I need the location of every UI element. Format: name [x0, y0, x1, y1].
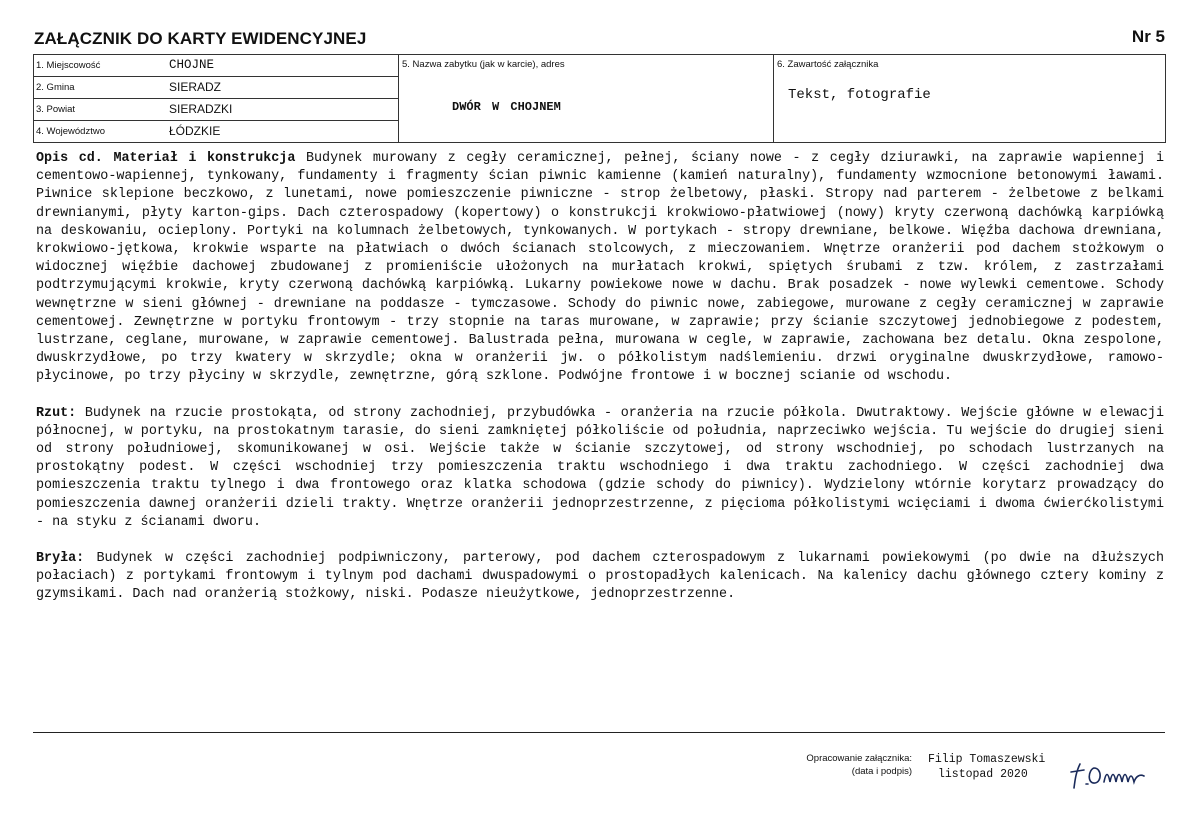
- description-body: [36, 150, 1164, 605]
- powiat-cell: [34, 99, 399, 121]
- material-text: Budynek murowany z cegły ceramicznej, pełnej, ściany nowe - z cegły dziurawki, na zaprawie wapiennej i cementowo-wapiennej, tynkowany, fundamenty i fragmenty ścian piwnic kamienne (kamień naturalny), fundamenty wzmocnione betonowymi ławami. Piwnice sklepione beczkowo, z lunetami, nowe pomieszczenie piwniczne - strop żelbetowy, płaski. Stropy nad parterem - żelbetowe z belkami drewnianymi, płyty karton-gips. Dach czterospadowy (kopertowy) o konstrukcji krokwiowo-płatwiowej (nowy) kryty czerwoną dachówką karpiówką na deskowaniu, ocieplony. Portyki na kolumnach żelbetowych, tynkowanych. W portykach - stropy drewniane, belkowe. Więźba dachowa drewniana, krokwiowo-jętkowa, krokwie wsparte na płatwiach o dwóch ścianach stolcowych, z mieczowaniem. Wnętrze oranżerii pod dachem stożkowym o widocznej więźbie dachowej zbudowanej z promieniście ułożonych na murłatach krokwi, spiętych śrubami z tzw. królem, z zastrzałami podtrzymującymi krokwie, kryty czerwoną dachówką karpiówką. Lukarny powiekowe nowe w dachu. Brak posadzek - nowe wylewki cementowe. Schody wewnętrzne w sieni głównej - drewniane na poddasze - tymczasowe. Schody do piwnic nowe, zabiegowe, murowane z cegły ceramicznej w zaprawie cementowej. Zewnętrzne w portyku frontowym - trzy stopnie na taras murowane, w zaprawie; przy ścianie szczytowej jednobiegowe z podestem, lustrzane, ceglane, murowane, w zaprawie cementowej. Balustrada pełna, murowana w cegle, w zaprawie, zachowana bez detalu. Okna zespolone, dwuskrzydłowe, po trzy kwatery w skrzydle; okna w oranżerii jw. o półkolistym nadślemieniu. drzwi oryginalne dwuskrzydłowe, ramowo-płycinowe, po trzy płyciny w skrzydle, zewnętrzne, górą szklone. Podwójne frontowe i w bocznej scianie od wschodu.: [36, 151, 1165, 385]
- footer-label-line1: Opracowanie załącznika:: [806, 753, 912, 764]
- bottom-divider: [33, 732, 1165, 733]
- rzut-text: Budynek na rzucie prostokąta, od strony zachodniej, przybudówka - oranżeria na rzucie półkola. Dwutraktowy. Wejście główne w elewacji północnej, w portyku, na prostokatnym tarasie, do sieni zamkniętej półkoliście od południa, naprzeciwko wejścia. Tu wejście do drugiej sieni od strony południowej, skomunikowanej w osi. Wejście także w ścianie szczytowej, od strony wschodniej, po schodach lustrzanych na prostokątny podest. W części wschodniej trzy pomieszczenia traktu wschodniego i dwa traktu zachodniego. W części zachodniej dwa pomieszczenia traktu tylnego i dwa frontowego oraz klatka schodowa (gdzie schody do piwnicy). Wydzielony wtórnie korytarz prowadzący do pomieszczenia dawnej oranżerii dzieli trakty. Wnętrze oranżerii jednoprzestrzenne, z pięcioma półkolistymi wcięciami i dwoma ćwierćkolistymi - na styku z ścianami dworu.: [36, 405, 1164, 530]
- zawartosc-value: Tekst, fotografie: [788, 87, 931, 103]
- powiat-label: 3. Powiat: [36, 104, 76, 115]
- footer-author-block: [928, 752, 1045, 782]
- material-paragraph: [36, 150, 1164, 387]
- gmina-cell: [34, 77, 399, 99]
- powiat-value: SIERADZKI: [169, 102, 233, 116]
- footer-label: [750, 752, 912, 778]
- miejscowosc-value: CHOJNE: [169, 58, 215, 72]
- attachment-number: Nr 5: [1131, 27, 1165, 46]
- miejscowosc-cell: [34, 55, 399, 77]
- footer-label-line2: (data i podpis): [851, 766, 912, 777]
- bryla-heading: Bryła:: [36, 551, 85, 567]
- header-table: [33, 54, 1166, 143]
- document-title: ZAŁĄCZNIK DO KARTY EWIDENCYJNEJ: [34, 29, 367, 48]
- bryla-paragraph: [36, 550, 1164, 605]
- material-heading: Materiał i konstrukcja: [113, 151, 296, 166]
- wojewodztwo-value: ŁÓDZKIE: [169, 124, 221, 138]
- bryla-text: Budynek w części zachodniej podpiwniczony, parterowy, pod dachem czterospadowym z lukarnami powiekowymi (po dwie na dłuższych połaciach) z portykami frontowym i tylnym pod dachami dwuspadowymi o prostopadłych kalenicach. Na kalenicy dachu głównego cztery kominy z gzymsikami. Dach nad oranżerią stożkowy, niski. Podasze nieużytkowe, jednoprzestrzenne.: [36, 551, 1164, 603]
- nazwa-value: DWÓR W CHOJNEM: [452, 100, 561, 114]
- gmina-label: 2. Gmina: [36, 82, 75, 93]
- author-date: listopad 2020: [938, 768, 1028, 781]
- opis-heading: Opis cd.: [36, 151, 103, 166]
- gmina-value: SIERADZ: [169, 80, 222, 94]
- zawartosc-cell: [774, 55, 1166, 143]
- rzut-heading: Rzut:: [36, 405, 77, 421]
- handwritten-signature: [1068, 758, 1152, 792]
- author-name: Filip Tomaszewski: [928, 753, 1046, 766]
- miejscowosc-label: 1. Miejscowość: [36, 60, 101, 71]
- nazwa-label: 5. Nazwa zabytku (jak w karcie), adres: [402, 59, 565, 70]
- wojewodztwo-cell: [34, 121, 399, 143]
- wojewodztwo-label: 4. Województwo: [36, 126, 105, 137]
- nazwa-cell: [399, 55, 774, 143]
- rzut-paragraph: [36, 405, 1164, 532]
- zawartosc-label: 6. Zawartość załącznika: [777, 59, 879, 70]
